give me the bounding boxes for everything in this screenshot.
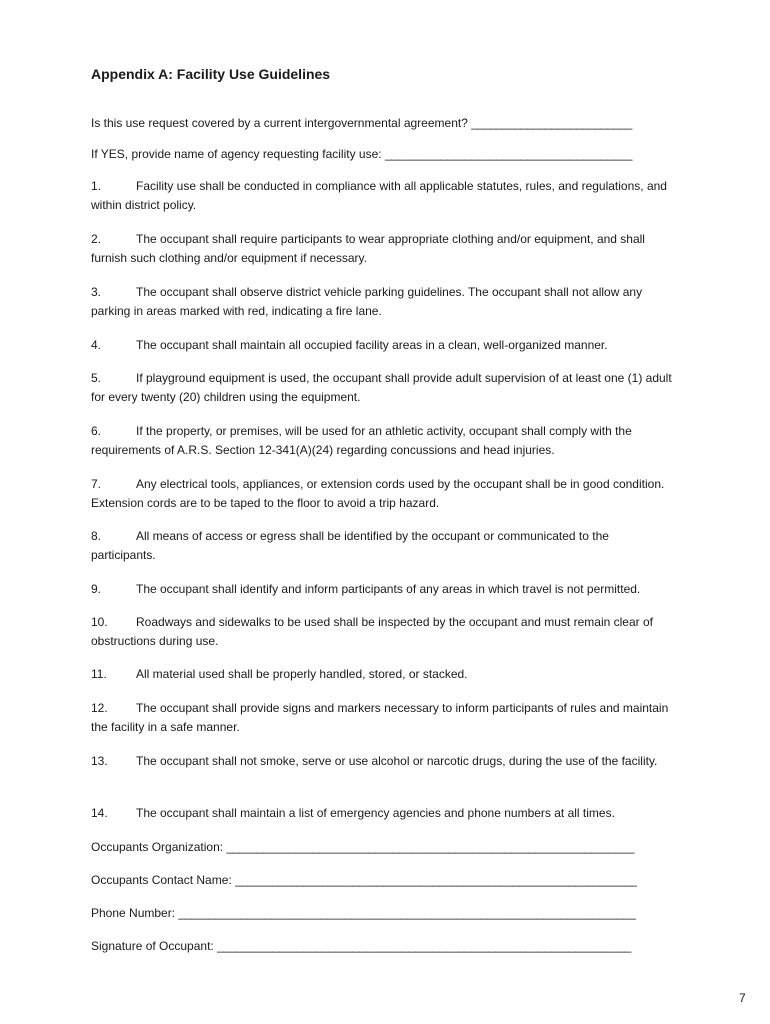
guideline-item (91, 422, 676, 460)
field-blank[interactable]: __________________________________________________________________________ (178, 906, 636, 920)
field-label: Signature of Occupant: (91, 939, 214, 953)
guideline-item (91, 336, 676, 355)
field-label: Occupants Organization: (91, 840, 224, 854)
guideline-item (91, 752, 676, 771)
item-number: 13. (91, 754, 108, 768)
item-text: All means of access or egress shall be identified by the occupant or communicated to the participants. (91, 529, 609, 562)
guideline-item (91, 475, 676, 513)
field-label: Phone Number: (91, 906, 176, 920)
item-text: Facility use shall be conducted in compliance with all applicable statutes, rules, and regulations, and within district policy. (91, 179, 667, 212)
item-number: 5. (91, 371, 102, 385)
item-text: The occupant shall not smoke, serve or use alcohol or narcotic drugs, during the use of the facility. (136, 754, 658, 768)
field-blank[interactable]: ___________________________________________________________________ (217, 939, 631, 953)
item-text: The occupant shall maintain a list of emergency agencies and phone numbers at all times. (136, 806, 615, 820)
guideline-item (91, 699, 676, 737)
guideline-item (91, 665, 676, 684)
guideline-item (91, 283, 676, 321)
page-number: 7 (739, 991, 746, 1005)
item-number: 8. (91, 529, 102, 543)
question-label: Is this use request covered by a current intergovernmental agreement? (91, 116, 468, 130)
question-agency (91, 145, 681, 164)
guideline-item (91, 230, 676, 268)
item-text: The occupant shall observe district vehicle parking guidelines. The occupant shall not allow any parking in areas marked with red, indicating a fire lane. (91, 285, 643, 318)
item-text: All material used shall be properly handled, stored, or stacked. (136, 667, 468, 681)
field-label: Occupants Contact Name: (91, 873, 232, 887)
question-agreement (91, 114, 681, 133)
item-text: Any electrical tools, appliances, or extension cords used by the occupant shall be in good condition. Extension cords are to be taped to the floor to avoid a trip hazard. (91, 477, 665, 510)
item-text: If the property, or premises, will be used for an athletic activity, occupant shall comply with the requirements of A.R.S. Section 12-341(A)(24) regarding concussions and head injuries. (91, 424, 632, 457)
item-number: 2. (91, 232, 102, 246)
item-number: 1. (91, 179, 102, 193)
item-text: The occupant shall maintain all occupied facility areas in a clean, well-organized manner. (136, 338, 608, 352)
item-number: 14. (91, 806, 108, 820)
item-number: 10. (91, 615, 108, 629)
field-blank[interactable]: _________________________________________________________________ (235, 873, 637, 887)
occupant-contact-name-field (91, 871, 681, 890)
item-text: The occupant shall identify and inform participants of any areas in which travel is not permitted. (136, 582, 641, 596)
field-blank[interactable]: __________________________________________________________________ (226, 840, 634, 854)
page-title: Appendix A: Facility Use Guidelines (91, 66, 331, 82)
item-number: 12. (91, 701, 108, 715)
item-number: 3. (91, 285, 102, 299)
answer-blank[interactable]: __________________________ (471, 116, 632, 130)
item-text: If playground equipment is used, the occupant shall provide adult supervision of at least one (1) adult for every twenty (20) children using the equipment. (91, 371, 672, 404)
phone-number-field (91, 904, 681, 923)
occupant-organization-field (91, 838, 681, 857)
guideline-item (91, 804, 676, 823)
item-text: The occupant shall require participants to wear appropriate clothing and/or equipment, and shall furnish such clothing and/or equipment if necessary. (91, 232, 645, 265)
guideline-item (91, 369, 676, 407)
item-number: 9. (91, 582, 102, 596)
item-number: 11. (91, 667, 107, 681)
guideline-item (91, 613, 676, 651)
guideline-item (91, 177, 676, 215)
item-text: The occupant shall provide signs and markers necessary to inform participants of rules and maintain the facility in a safe manner. (91, 701, 669, 734)
guideline-item (91, 527, 676, 565)
item-text: Roadways and sidewalks to be used shall be inspected by the occupant and must remain clear of obstructions during use. (91, 615, 653, 648)
question-label: If YES, provide name of agency requesting facility use: (91, 147, 382, 161)
item-number: 7. (91, 477, 102, 491)
guideline-item (91, 580, 676, 599)
signature-field (91, 937, 681, 956)
answer-blank[interactable]: ________________________________________ (384, 147, 632, 161)
item-number: 4. (91, 338, 102, 352)
item-number: 6. (91, 424, 102, 438)
